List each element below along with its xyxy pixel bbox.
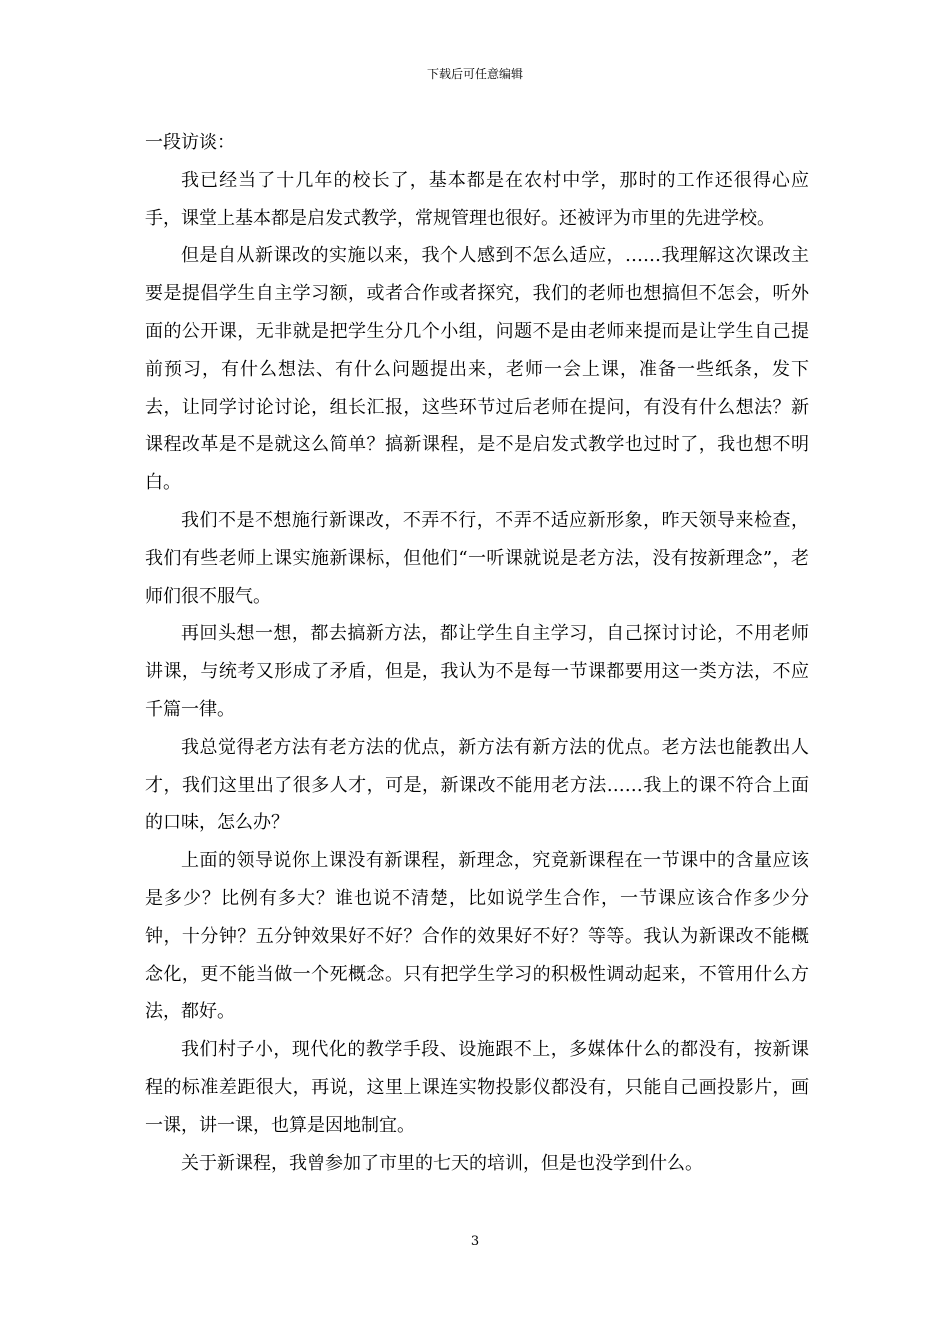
paragraph-6: 上面的领导说你上课没有新课程，新理念，究竟新课程在一节课中的含量应该是多少？比例有多大？谁也说不清楚，比如说学生合作，一节课应该合作多少分钟，十分钟？五分钟效果好不好？合作的效果好不好？等等。我认为新课改不能概念化，更不能当做一个死概念。只有把学生学习的积极性调动起来，不管用什么方法，都好。 (145, 850, 809, 1023)
paragraph-2: 但是自从新课改的实施以来，我个人感到不怎么适应，……我理解这次课改主要是提倡学生自主学习额，或者合作或者探究，我们的老师也想搞但不怎会，听外面的公开课，无非就是把学生分几个小组，问题不是由老师来提而是让学生自己提前预习，有什么想法、有什么问题提出来，老师一会上课，准备一些纸条，发下去，让同学讨论讨论，组长汇报，这些环节过后老师在提问，有没有什么想法？新课程改革是不是就这么简单？搞新课程，是不是启发式教学也过时了，我也想不明白。 (145, 245, 809, 494)
paragraph-7: 我们村子小，现代化的教学手段、设施跟不上，多媒体什么的都没有，按新课程的标准差距很大，再说，这里上课连实物投影仪都没有，只能自己画投影片，画一课，讲一课，也算是因地制宜。 (145, 1039, 809, 1136)
page-number: 3 (470, 1234, 480, 1249)
document-body (145, 124, 809, 1182)
intro-heading: 一段访谈： (145, 132, 235, 153)
paragraph-1: 我已经当了十几年的校长了，基本都是在农村中学，那时的工作还很得心应手，课堂上基本都是启发式教学，常规管理也很好。还被评为市里的先进学校。 (145, 169, 809, 229)
page-header: 下载后可任意编辑 (426, 67, 523, 81)
paragraph-8: 关于新课程，我曾参加了市里的七天的培训，但是也没学到什么。 (181, 1152, 703, 1174)
paragraph-4: 再回头想一想，都去搞新方法，都让学生自主学习，自己探讨讨论，不用老师讲课，与统考又形成了矛盾，但是，我认为不是每一节课都要用这一类方法，不应千篇一律。 (145, 623, 809, 720)
paragraph-5: 我总觉得老方法有老方法的优点，新方法有新方法的优点。老方法也能教出人才，我们这里出了很多人才，可是，新课改不能用老方法……我上的课不符合上面的口味，怎么办？ (145, 736, 809, 834)
paragraph-3: 我们不是不想施行新课改，不弄不行，不弄不适应新形象，昨天领导来检查，我们有些老师上课实施新课标，但他们“一听课就说是老方法，没有按新理念”，老师们很不服气。 (145, 509, 809, 607)
